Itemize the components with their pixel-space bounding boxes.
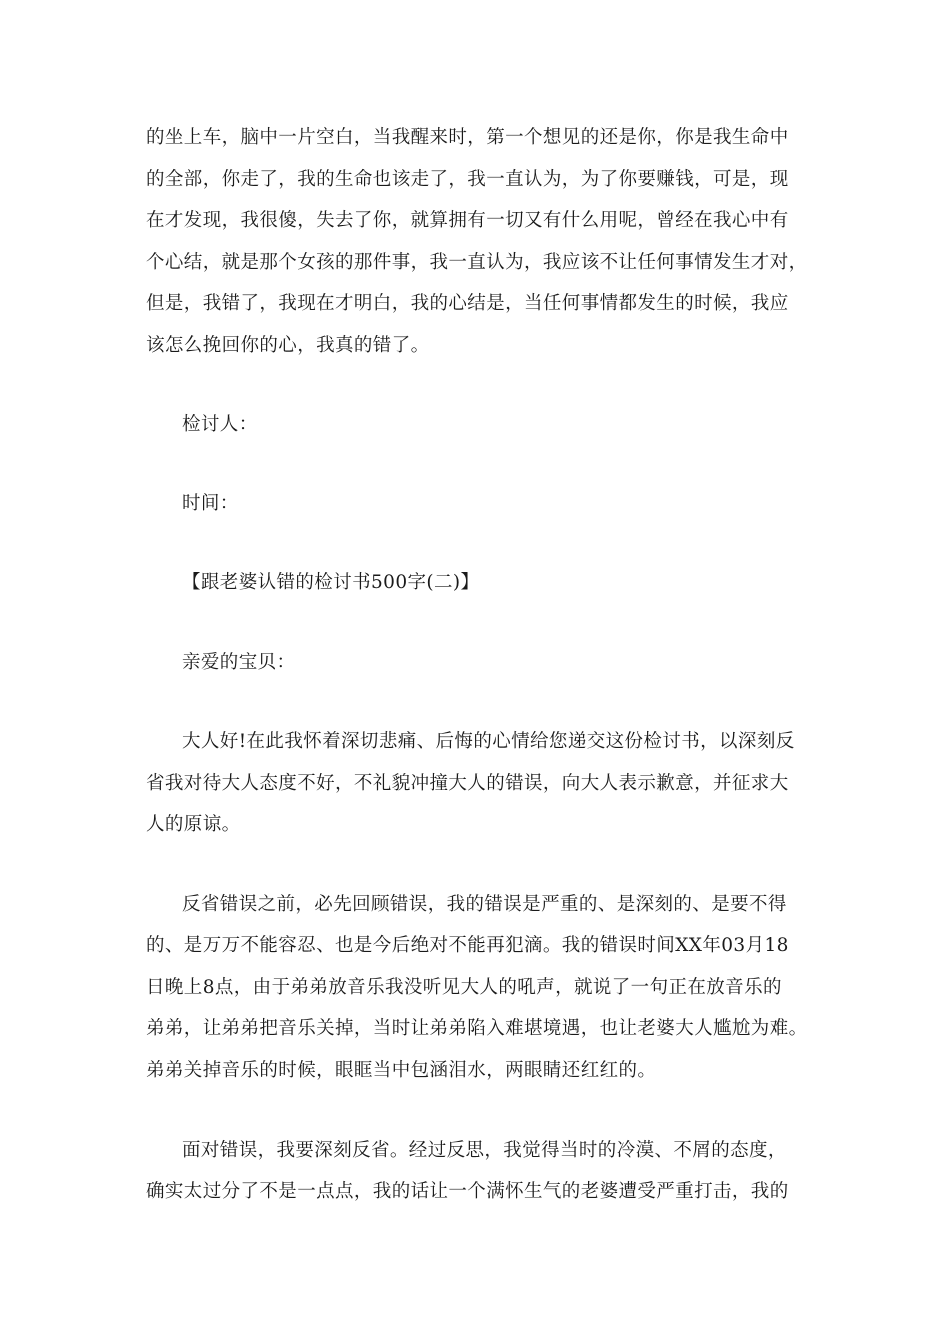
greeting: 亲爱的宝贝： — [182, 652, 296, 673]
paragraph-line: 面对错误，我要深刻反省。经过反思，我觉得当时的冷漠、不屑的态度， — [182, 1140, 787, 1161]
section-title: 【跟老婆认错的检讨书500字(二)】 — [182, 572, 480, 593]
paragraph-line: 日晚上8点，由于弟弟放音乐我没听见大人的吼声，就说了一句正在放音乐的 — [146, 977, 782, 998]
paragraph-line: 在才发现，我很傻，失去了你，就算拥有一切又有什么用呢，曾经在我心中有 — [146, 210, 789, 231]
paragraph-line: 确实太过分了不是一点点，我的话让一个满怀生气的老婆遭受严重打击，我的 — [146, 1181, 789, 1202]
paragraph-line: 人的原谅。 — [146, 814, 241, 835]
paragraph-line: 省我对待大人态度不好，不礼貌冲撞大人的错误，向大人表示歉意，并征求大 — [146, 773, 789, 794]
paragraph-line: 但是，我错了，我现在才明白，我的心结是，当任何事情都发生的时候，我应 — [146, 293, 789, 314]
paragraph-line: 大人好!在此我怀着深切悲痛、后悔的心情给您递交这份检讨书，以深刻反 — [182, 731, 795, 752]
paragraph-line: 该怎么挽回你的心，我真的错了。 — [146, 335, 430, 356]
paragraph-line: 的坐上车，脑中一片空白，当我醒来时，第一个想见的还是你，你是我生命中 — [146, 127, 789, 148]
paragraph-line: 弟弟关掉音乐的时候，眼眶当中包涵泪水，两眼睛还红红的。 — [146, 1060, 657, 1081]
paragraph-line: 的全部，你走了，我的生命也该走了，我一直认为，为了你要赚钱，可是，现 — [146, 169, 789, 190]
paragraph-line: 弟弟，让弟弟把音乐关掉，当时让弟弟陷入难堪境遇，也让老婆大人尴尬为难。 — [146, 1018, 808, 1039]
signature-label: 检讨人： — [182, 414, 258, 435]
paragraph-line: 反省错误之前，必先回顾错误，我的错误是严重的、是深刻的、是要不得 — [182, 894, 787, 915]
paragraph-line: 的、是万万不能容忍、也是今后绝对不能再犯滴。我的错误时间XX年03月18 — [146, 935, 789, 956]
paragraph-line: 个心结，就是那个女孩的那件事，我一直认为，我应该不让任何事情发生才对， — [146, 252, 808, 273]
time-label: 时间： — [182, 493, 239, 514]
